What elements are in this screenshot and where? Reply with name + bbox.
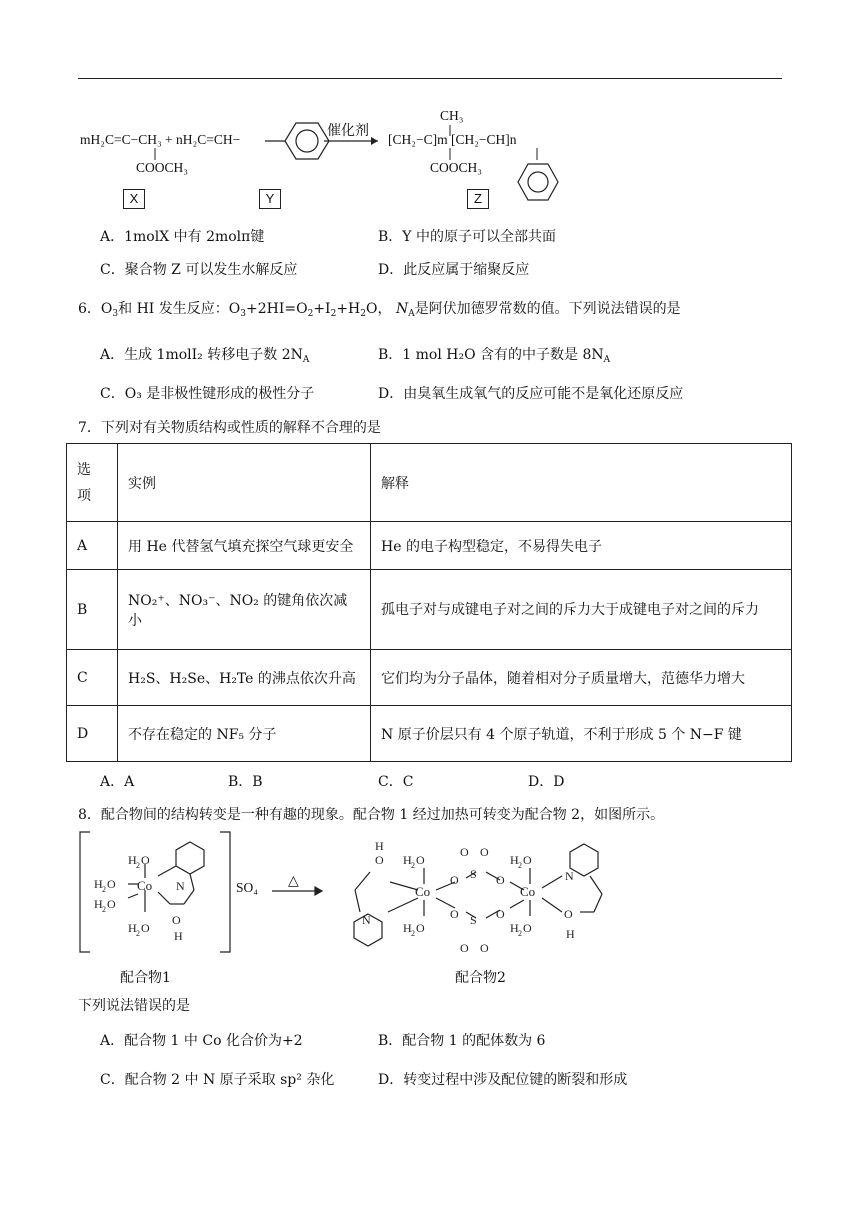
q7-answer-b: B．B	[228, 774, 263, 790]
svg-text:2: 2	[411, 861, 415, 870]
svg-text:2: 2	[518, 929, 522, 938]
header-example: 实例	[118, 444, 371, 522]
svg-text:Co: Co	[137, 878, 153, 893]
h2o-label: H	[94, 897, 103, 911]
row-option: B	[67, 570, 118, 650]
q7-answer-c: C．C	[378, 774, 414, 790]
reaction-svg	[0, 0, 860, 215]
header-option: 选项	[67, 444, 118, 522]
row-option: D	[67, 706, 118, 762]
svg-text:2: 2	[136, 861, 140, 870]
svg-text:H: H	[375, 839, 384, 853]
catalyst-label: 催化剂	[327, 124, 369, 139]
svg-text:H: H	[403, 921, 412, 935]
polymer-substituent: COOCH₃	[430, 160, 482, 175]
table-row	[67, 650, 792, 706]
label-x: X	[123, 189, 145, 209]
header-explain: 解释	[371, 444, 792, 522]
svg-text:2: 2	[518, 861, 522, 870]
svg-text:H: H	[403, 853, 412, 867]
svg-text:O: O	[450, 873, 459, 887]
complex-1-label: 配合物1	[120, 970, 171, 986]
svg-text:O: O	[564, 907, 573, 921]
row-option: C	[67, 650, 118, 706]
svg-text:N: N	[362, 913, 371, 927]
svg-text:N: N	[565, 869, 574, 883]
row-explain: 它们均为分子晶体，随着相对分子质量增大，范德华力增大	[371, 650, 792, 706]
label-z: Z	[467, 189, 489, 209]
complex-svg	[0, 828, 860, 988]
q7-table	[66, 443, 792, 762]
svg-text:O: O	[460, 845, 469, 859]
h2o-label: H	[128, 921, 137, 935]
svg-text:O: O	[523, 853, 532, 867]
row-example: 用 He 代替氢气填充探空气球更安全	[118, 522, 371, 570]
complex-2-label: 配合物2	[455, 970, 506, 986]
row-explain: He 的电子构型稳定，不易得失电子	[371, 522, 792, 570]
heat-symbol: △	[288, 873, 299, 889]
polymer-methyl: CH₃	[440, 108, 464, 123]
row-example: H₂S、H₂Se、H₂Te 的沸点依次升高	[118, 650, 371, 706]
svg-text:N: N	[176, 879, 185, 893]
q6-option-b: B．1 mol H₂O 含有的中子数是 $8N_A$	[378, 347, 611, 365]
q8-option-c: C．配合物 2 中 N 原子采取 sp² 杂化	[100, 1072, 335, 1088]
svg-text:O: O	[375, 853, 384, 867]
monomer-x-formula: mH₂C=C−CH₃ + nH₂C=CH−	[80, 132, 241, 147]
benzene-ring-z	[518, 164, 558, 200]
svg-text:O: O	[107, 897, 116, 911]
table-row	[67, 522, 792, 570]
svg-text:O: O	[523, 921, 532, 935]
q6-option-a: A．生成 1molI₂ 转移电子数 $2N_A$	[100, 347, 310, 365]
table-row	[67, 570, 792, 650]
svg-text:2: 2	[136, 929, 140, 938]
row-example: NO₂⁺、NO₃⁻、NO₂ 的键角依次减小	[118, 570, 371, 650]
svg-text:H: H	[566, 927, 575, 941]
svg-text:H: H	[510, 921, 519, 935]
svg-text:S: S	[470, 913, 477, 927]
svg-text:Co: Co	[520, 884, 536, 899]
svg-text:O: O	[480, 941, 489, 955]
row-explain: 孤电子对与成键电子对之间的斥力大于成键电子对之间的斥力	[371, 570, 792, 650]
svg-text:H: H	[510, 853, 519, 867]
monomer-x-substituent: COOCH₃	[136, 160, 188, 175]
svg-text:2: 2	[102, 885, 106, 894]
q6-option-c: C．O₃ 是非极性键形成的极性分子	[100, 386, 315, 402]
polymer-formula: [CH₂−C]m [CH₂−CH]n	[388, 132, 517, 147]
q5-option-d: D．此反应属于缩聚反应	[378, 262, 530, 278]
benzene-ring-y	[265, 123, 329, 159]
svg-text:O: O	[107, 877, 116, 891]
svg-text:O: O	[496, 907, 505, 921]
q8-option-b: B．配合物 1 的配体数为 6	[378, 1033, 546, 1049]
svg-text:O: O	[496, 873, 505, 887]
q5-option-c: C．聚合物 Z 可以发生水解反应	[100, 262, 298, 278]
row-explain: N 原子价层只有 4 个原子轨道，不利于形成 5 个 N−F 键	[371, 706, 792, 762]
q8-option-d: D．转变过程中涉及配位键的断裂和形成	[378, 1072, 628, 1088]
svg-text:O: O	[460, 941, 469, 955]
q7-stem: 7．下列对有关物质结构或性质的解释不合理的是	[78, 420, 381, 436]
svg-text:2: 2	[102, 905, 106, 914]
svg-text:O: O	[172, 913, 181, 927]
h2o-label: H	[94, 877, 103, 891]
row-option: A	[67, 522, 118, 570]
q8-stem: 8．配合物间的结构转变是一种有趣的现象。配合物 1 经过加热可转变为配合物 2，如图所示。	[78, 807, 665, 823]
svg-text:H: H	[174, 929, 183, 943]
label-y: Y	[259, 189, 281, 209]
svg-text:S: S	[470, 867, 477, 881]
svg-text:O: O	[141, 853, 150, 867]
table-row	[67, 706, 792, 762]
svg-text:O: O	[141, 921, 150, 935]
q6-stem: 6．$O_3$和 HI 发生反应：$O_3+2HI=O_2+I_2+H_2O$， $N_A$是阿伏加德罗常数的值。下列说法错误的是	[78, 301, 681, 319]
q6-option-d: D．由臭氧生成氧气的反应可能不是氧化还原反应	[378, 386, 684, 402]
q5-option-a: A．1molX 中有 2molπ键	[100, 229, 265, 245]
q5-option-b: B．Y 中的原子可以全部共面	[378, 229, 556, 245]
svg-text:Co: Co	[415, 884, 431, 899]
svg-text:O: O	[480, 845, 489, 859]
row-example: 不存在稳定的 NF₅ 分子	[118, 706, 371, 762]
svg-text:2: 2	[411, 929, 415, 938]
svg-text:O: O	[416, 921, 425, 935]
svg-text:O: O	[450, 907, 459, 921]
h2o-label: H	[128, 853, 137, 867]
q7-answer-a: A．A	[100, 774, 135, 790]
q8-sub-stem: 下列说法错误的是	[78, 998, 190, 1014]
q7-answer-d: D．D	[528, 774, 565, 790]
table-header-row	[67, 444, 792, 522]
q8-option-a: A．配合物 1 中 Co 化合价为+2	[100, 1033, 303, 1049]
sulfate-label: SO₄	[236, 880, 258, 895]
svg-text:O: O	[416, 853, 425, 867]
